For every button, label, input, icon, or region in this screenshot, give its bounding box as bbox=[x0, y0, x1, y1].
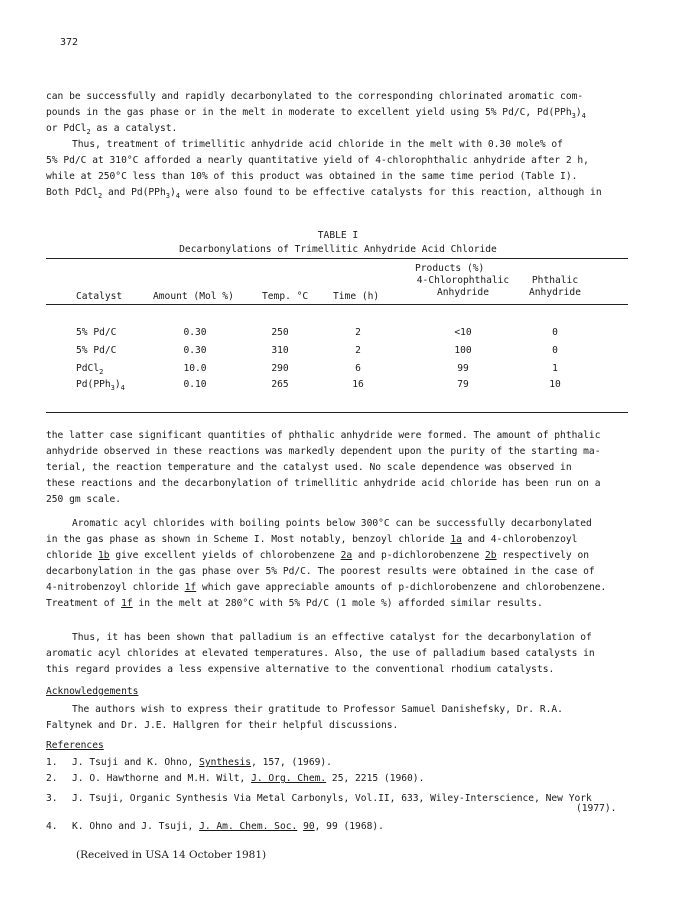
cell-chloro-yield: <10 bbox=[454, 327, 472, 338]
cell-chloro-yield: 79 bbox=[457, 379, 469, 390]
cell-temp: 310 bbox=[271, 345, 289, 356]
text-line: Thus, treatment of trimellitic anhydride acid chloride in the melt with 0.30 mole% of bbox=[72, 139, 563, 150]
cell-amount: 0.30 bbox=[183, 327, 207, 338]
text-line: terial, the reaction temperature and the catalyst used. No scale dependence was observed in bbox=[46, 462, 572, 473]
header-chloro-line2: Anhydride bbox=[437, 287, 489, 298]
discussion-text bbox=[46, 428, 636, 508]
text-line: in the gas phase as shown in Scheme I. Most notably, benzoyl chloride 1a and 4-chlorobenzoyl bbox=[46, 534, 578, 545]
table-title: Decarbonylations of Trimellitic Anhydride Acid Chloride bbox=[179, 244, 497, 255]
conclusion-text bbox=[46, 630, 636, 678]
text-line: can be successfully and rapidly decarbonylated to the corresponding chlorinated aromatic com- bbox=[46, 91, 584, 102]
text-line: pounds in the gas phase or in the melt in moderate to excellent yield using 5% Pd/C, $Pd(PPh_3)_4$ bbox=[46, 107, 586, 120]
header-amount: Amount (Mol %) bbox=[153, 291, 234, 302]
text-line: Thus, it has been shown that palladium is an effective catalyst for the decarbonylation of bbox=[72, 632, 592, 643]
received-date: (Received in USA 14 October 1981) bbox=[76, 849, 267, 861]
cell-time: 2 bbox=[355, 345, 361, 356]
header-products: Products (%) bbox=[415, 263, 485, 274]
reference-year: (1977). bbox=[576, 803, 617, 814]
table-top-rule bbox=[46, 258, 628, 259]
cell-phthalic-yield: 0 bbox=[552, 327, 558, 338]
cell-chloro-yield: 99 bbox=[457, 363, 469, 374]
header-catalyst: Catalyst bbox=[76, 291, 123, 302]
cell-phthalic-yield: 10 bbox=[549, 379, 561, 390]
acknowledgements-text bbox=[46, 702, 636, 734]
header-time: Time (h) bbox=[333, 291, 380, 302]
text-line: 5% Pd/C at 310°C afforded a nearly quantitative yield of 4-chlorophthalic anhydride after 2 h, bbox=[46, 155, 589, 166]
cell-temp: 250 bbox=[271, 327, 289, 338]
text-line: the latter case significant quantities of phthalic anhydride were formed. The amount of phthalic bbox=[46, 430, 601, 441]
text-line: Aromatic acyl chlorides with boiling points below 300°C can be successfully decarbonylated bbox=[72, 518, 592, 529]
reference-item: 3. J. Tsuji, Organic Synthesis Via Metal Carbonyls, Vol.II, 633, Wiley-Interscience, New York (1977). bbox=[46, 793, 617, 814]
text-line: decarbonylation in the gas phase over 5% Pd/C. The poorest results were obtained in the case of bbox=[46, 566, 595, 577]
table-header-rule bbox=[46, 304, 628, 305]
cell-time: 2 bbox=[355, 327, 361, 338]
header-phthalic-line1: Phthalic bbox=[531, 275, 579, 286]
text-line: or PdCl$_2$ as a catalyst. bbox=[46, 123, 178, 136]
reference-list bbox=[46, 756, 636, 836]
cell-temp: 290 bbox=[271, 363, 289, 374]
references-heading: References bbox=[46, 740, 104, 751]
reference-item: 1. J. Tsuji and K. Ohno, Synthesis, 157, (1969). bbox=[46, 757, 332, 768]
cell-phthalic-yield: 1 bbox=[552, 363, 558, 374]
cell-catalyst: 5% Pd/C bbox=[76, 327, 117, 338]
text-line: aromatic acyl chlorides at elevated temperatures. Also, the use of palladium based catalysts in bbox=[46, 648, 595, 659]
page-number: 372 bbox=[60, 37, 79, 48]
cell-amount: 0.10 bbox=[183, 379, 207, 390]
acknowledgements-heading: Acknowledgements bbox=[46, 686, 139, 697]
text-line: these reactions and the decarbonylation of trimellitic anhydride acid chloride has been run on a bbox=[46, 478, 601, 489]
cell-chloro-yield: 100 bbox=[454, 345, 472, 356]
cell-time: 16 bbox=[352, 379, 364, 390]
cell-catalyst: 5% Pd/C bbox=[76, 345, 117, 356]
text-line: The authors wish to express their gratitude to Professor Samuel Danishefsky, Dr. R.A. bbox=[72, 704, 563, 715]
reference-item: 2. J. O. Hawthorne and M.H. Wilt, J. Org. Chem. 25, 2215 (1960). bbox=[46, 773, 425, 784]
gas-phase-text bbox=[46, 516, 636, 612]
text-line: while at 250°C less than 10% of this product was obtained in the same time period (Table I). bbox=[46, 171, 578, 182]
table-label: TABLE I bbox=[317, 230, 359, 241]
header-phthalic-line2: Anhydride bbox=[529, 287, 581, 298]
cell-phthalic-yield: 0 bbox=[552, 345, 558, 356]
cell-temp: 265 bbox=[271, 379, 289, 390]
cell-time: 6 bbox=[355, 363, 361, 374]
header-chloro-line1: 4-Chlorophthalic bbox=[416, 275, 510, 286]
text-line: chloride 1b give excellent yields of chlorobenzene 2a and p-dichlorobenzene 2b respectively on bbox=[46, 550, 589, 561]
header-temp: Temp. °C bbox=[262, 291, 309, 302]
text-line: Faltynek and Dr. J.E. Hallgren for their helpful discussions. bbox=[46, 720, 399, 731]
text-line: 4-nitrobenzoyl chloride 1f which gave appreciable amounts of p-dichlorobenzene and chlorobenzene. bbox=[46, 582, 607, 593]
text-line: Both PdCl$_2$ and $Pd(PPh_3)_4$ were also found to be effective catalysts for this reaction, although in bbox=[46, 187, 602, 200]
text-line: anhydride observed in these reactions was markedly dependent upon the purity of the starting ma- bbox=[46, 446, 601, 457]
text-line: Treatment of 1f in the melt at 280°C with 5% Pd/C (1 mole %) afforded similar results. bbox=[46, 598, 543, 609]
text-line: this regard provides a less expensive alternative to the conventional rhodium catalysts. bbox=[46, 664, 555, 675]
cell-catalyst: PdCl$_2$ bbox=[76, 363, 104, 376]
reference-item: 4. K. Ohno and J. Tsuji, J. Am. Chem. Soc. 90, 99 (1968). bbox=[46, 821, 384, 832]
intro-text bbox=[46, 89, 636, 201]
cell-catalyst: $Pd(PPh_3)_4$ bbox=[76, 379, 125, 392]
cell-amount: 10.0 bbox=[183, 363, 207, 374]
text-line: 250 gm scale. bbox=[46, 494, 122, 505]
cell-amount: 0.30 bbox=[183, 345, 207, 356]
table-bottom-rule bbox=[46, 412, 628, 413]
